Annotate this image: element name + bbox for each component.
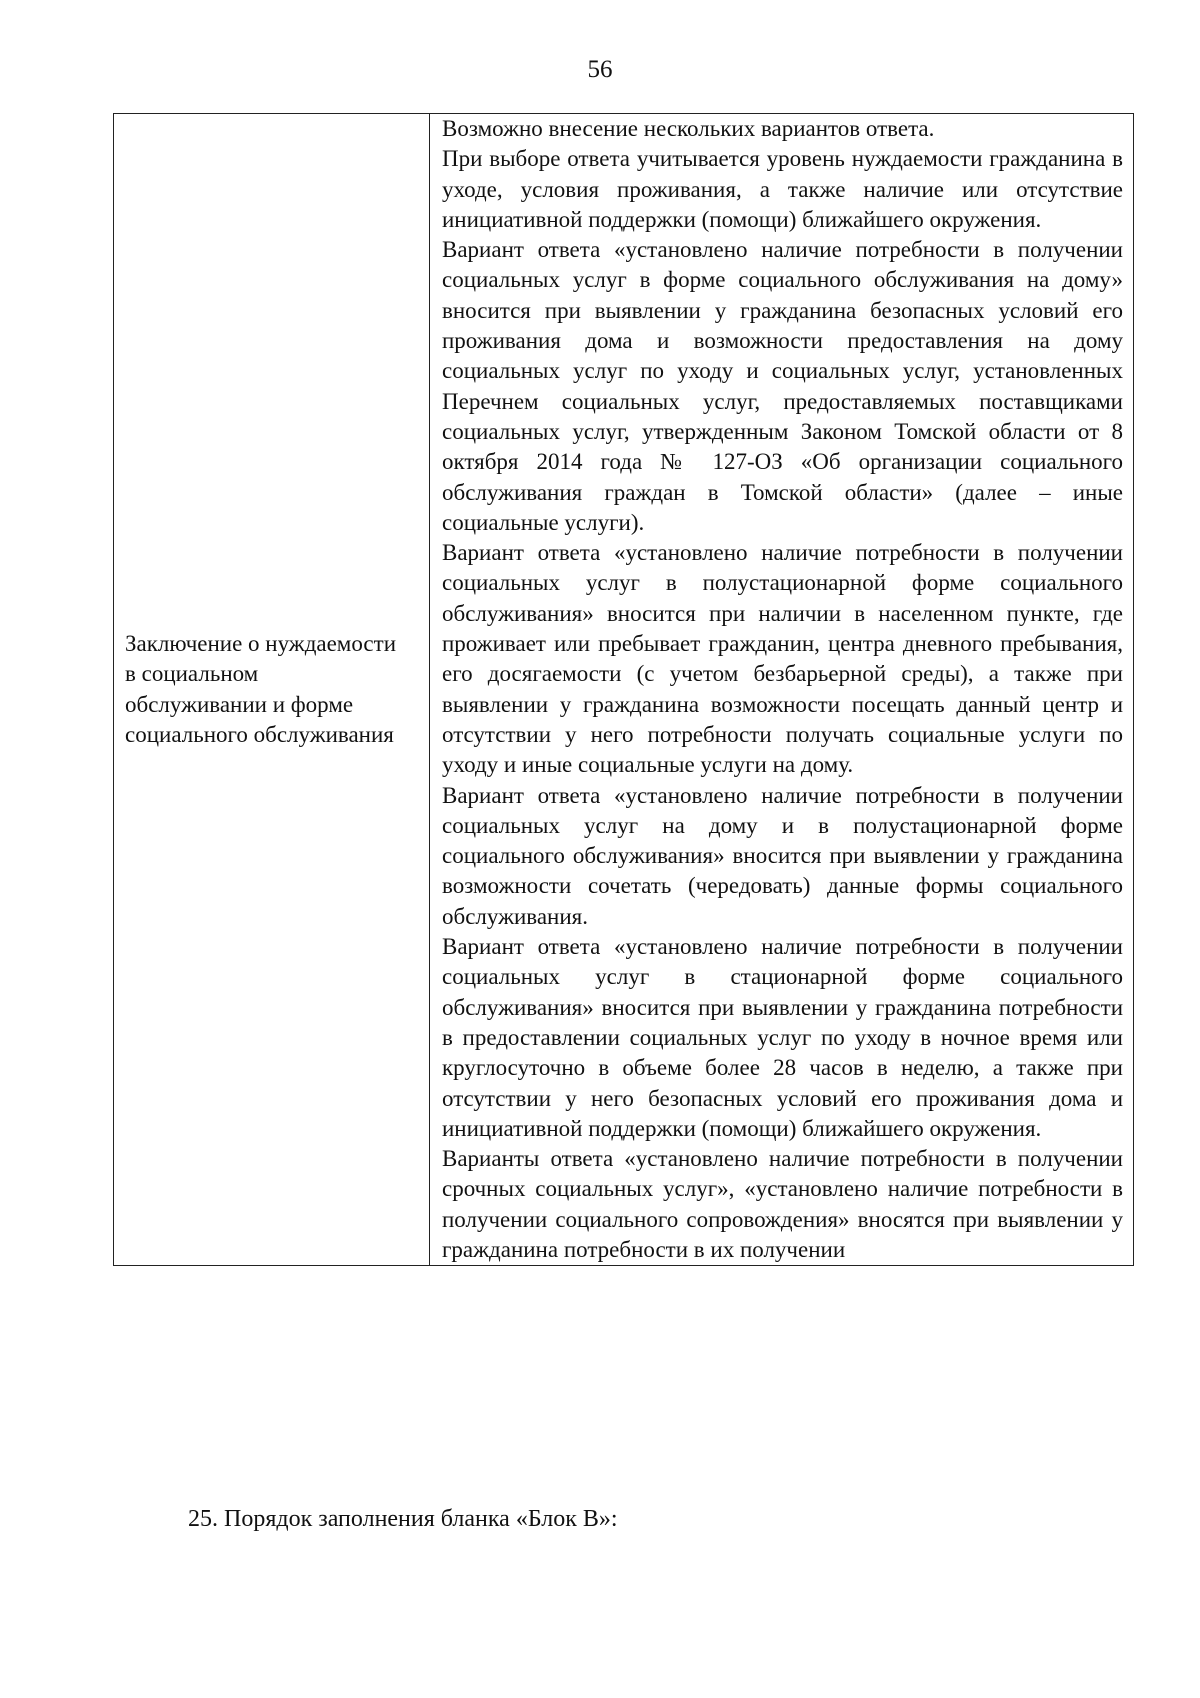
table-row bbox=[114, 114, 1134, 1266]
paragraph-urgent-services: Варианты ответа «установлено наличие потребности в получении срочных социальных услуг», «установлено наличие потребности в получении социального сопровождения» вносятся при выявлении у гражданина потребности в их получении bbox=[442, 1146, 1123, 1262]
section-heading: 25. Порядок заполнения бланка «Блок В»: bbox=[188, 1506, 618, 1532]
paragraph-selection-criteria: При выборе ответа учитывается уровень нуждаемости гражданина в уходе, условия проживания, а также наличие или отсутствие инициативной поддержки (помощи) ближайшего окружения. bbox=[442, 146, 1123, 232]
paragraph-stationary: Вариант ответа «установлено наличие потребности в получении социальных услуг в стационарной форме социального обслуживания» вносится при выявлении у гражданина потребности в предоставлении социальных услуг по уходу в ночное время или круглосуточно в объеме более 28 часов в неделю, а также при отсутствии у него безопасных условий его проживания дома и инициативной поддержки (помощи) ближайшего окружения. bbox=[442, 934, 1123, 1141]
page-number: 56 bbox=[587, 56, 613, 83]
paragraph-combined-forms: Вариант ответа «установлено наличие потребности в получении социальных услуг на дому и в полустационарной форме социального обслуживания» вносится при выявлении у гражданина возможности сочетать (чередовать) данные формы социального обслуживания. bbox=[442, 782, 1123, 929]
row-label: Заключение о нуждаемости в социальном обслуживании и форме социального обслуживания bbox=[125, 631, 397, 747]
row-content-cell bbox=[430, 114, 1134, 1266]
row-label-cell bbox=[114, 114, 430, 1266]
paragraph-semi-stationary: Вариант ответа «установлено наличие потребности в получении социальных услуг в полустационарной форме социального обслуживания» вносится при наличии в населенном пункте, где проживает или пребывает гражданин, центра дневного пребывания, его досягаемости (с учетом безбарьерной среды), а также при выявлении у гражданина возможности посещать данный центр и отсутствии у него потребности получать социальные услуги по уходу и иные социальные услуги на дому. bbox=[442, 540, 1123, 778]
paragraph-multiple-answers: Возможно внесение нескольких вариантов ответа. bbox=[442, 116, 935, 141]
paragraph-home-service: Вариант ответа «установлено наличие потребности в получении социальных услуг в форме социального обслуживания на дому» вносится при выявлении у гражданина безопасных условий его проживания дома и возможности предоставления на дому социальных услуг по уходу и социальных услуг, установленных Перечнем социальных услуг, предоставляемых поставщиками социальных услуг, утвержденным Законом Томской области от 8 октября 2014 года № 127-ОЗ «Об организации социального обслуживания граждан в Томской области» (далее – иные социальные услуги). bbox=[442, 237, 1123, 535]
instructions-table bbox=[113, 113, 1134, 1266]
